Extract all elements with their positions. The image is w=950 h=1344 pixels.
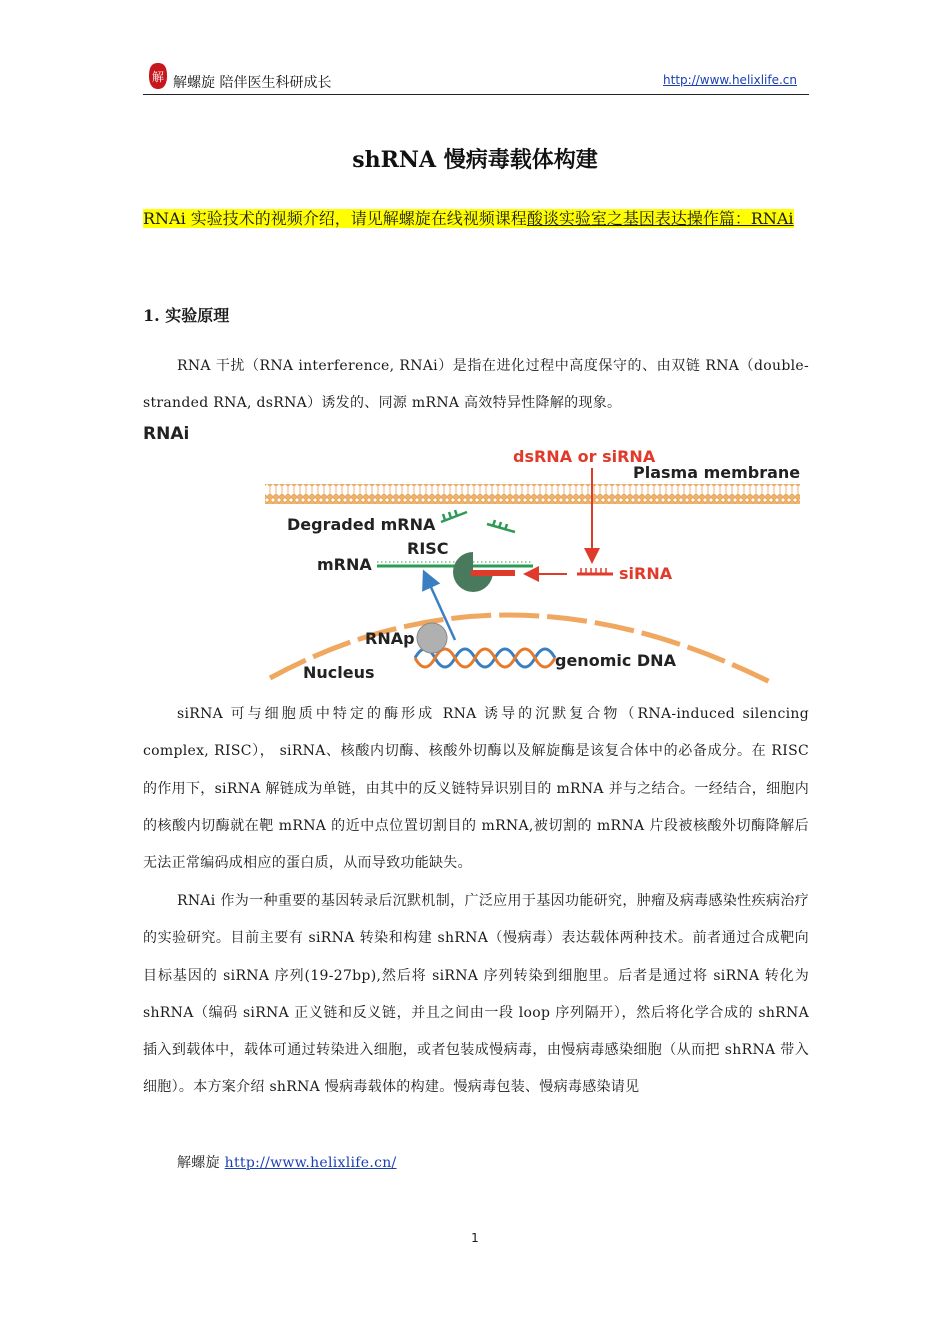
helix-logo-icon (147, 62, 169, 90)
course-link[interactable]: 酸谈实验室之基因表达操作篇：RNAi (526, 209, 794, 228)
paragraph-risc-mechanism: siRNA 可与细胞质中特定的酶形成 RNA 诱导的沉默复合物（RNA-induced silencing complex, RISC）， siRNA、核酸内切酶、核酸外切酶以及解旋酶是该复合体中的必备成分。在 RISC 的作用下，siRNA 解链成为单链，由其中的反义链特异识别目的 mRNA 并与之结合。一经结合，细胞内的核酸内切酶就在靶 mRNA 的近中点位置切割目的 mRNA,被切割的 mRNA 片段被核酸外切酶降解后无法正常编码成相应的蛋白质，从而导致功能缺失。 (143, 706, 809, 872)
sirna-label: siRNA (619, 564, 673, 583)
header-url-link[interactable]: http://www.helixlife.cn (663, 73, 797, 87)
page-number: 1 (471, 1231, 479, 1245)
paragraph-rnai-applications: RNAi 作为一种重要的基因转录后沉默机制，广泛应用于基因功能研究，肿瘤及病毒感染性疾病治疗的实验研究。目前主要有 siRNA 转染和构建 shRNA（慢病毒）表达载体两种技术。前者通过合成靶向目标基因的 siRNA 序列(19-27bp),然后将 siRNA 序列转染到细胞里。后者是通过将 siRNA 转化为 shRNA（编码 siRNA 正义链和反义链，并且之间由一段 loop 序列隔开），然后将化学合成的 shRNA 插入到载体中，载体可通过转染进入细胞，或者包装成慢病毒，由慢病毒感染细胞（从而把 shRNA 带入细胞）。本方案介绍 shRNA 慢病毒载体的构建。慢病毒包装、慢病毒感染请见 (143, 893, 809, 1096)
course-note-text: RNAi 实验技术的视频介绍，请见解螺旋在线视频课程 (143, 209, 527, 228)
dsrna-label: dsRNA or siRNA (513, 447, 656, 466)
paragraph-rnai-definition: RNA 干扰（RNA interference, RNAi）是指在进化过程中高度保守的、由双链 RNA（double-stranded RNA, dsRNA）诱发的、同源 mRNA 高效特异性降解的现象。 (143, 358, 809, 412)
section-heading-principle: 1. 实验原理 (143, 306, 230, 325)
degraded-fragment-1 (441, 510, 467, 522)
genomic-dna-label: genomic DNA (555, 651, 676, 670)
risc-label: RISC (407, 539, 449, 558)
reference-prefix: 解螺旋 (177, 1155, 225, 1171)
risc-bound-sirna (471, 570, 515, 576)
degraded-fragment-2 (487, 520, 515, 532)
rnai-diagram (255, 440, 815, 690)
plasma-membrane-label: Plasma membrane (633, 463, 801, 482)
sirna-strand (577, 568, 613, 574)
video-course-note (143, 206, 809, 232)
page-title: shRNA 慢病毒载体构建 (352, 147, 598, 173)
figure-label: RNAi (143, 424, 190, 444)
helixlife-link[interactable]: http://www.helixlife.cn/ (224, 1155, 397, 1171)
rna-polymerase (417, 623, 447, 653)
paragraph-reference-link (143, 1145, 809, 1182)
brand-slogan: 解螺旋 陪伴医生科研成长 (173, 75, 332, 91)
degraded-mrna-label: Degraded mRNA (287, 515, 436, 534)
rnap-label: RNAp (365, 629, 415, 648)
logo-glyph: 解 (151, 70, 165, 84)
page-header (143, 58, 809, 95)
mrna-label: mRNA (317, 555, 372, 574)
plasma-membrane (265, 484, 800, 504)
nucleus-label: Nucleus (303, 663, 375, 682)
